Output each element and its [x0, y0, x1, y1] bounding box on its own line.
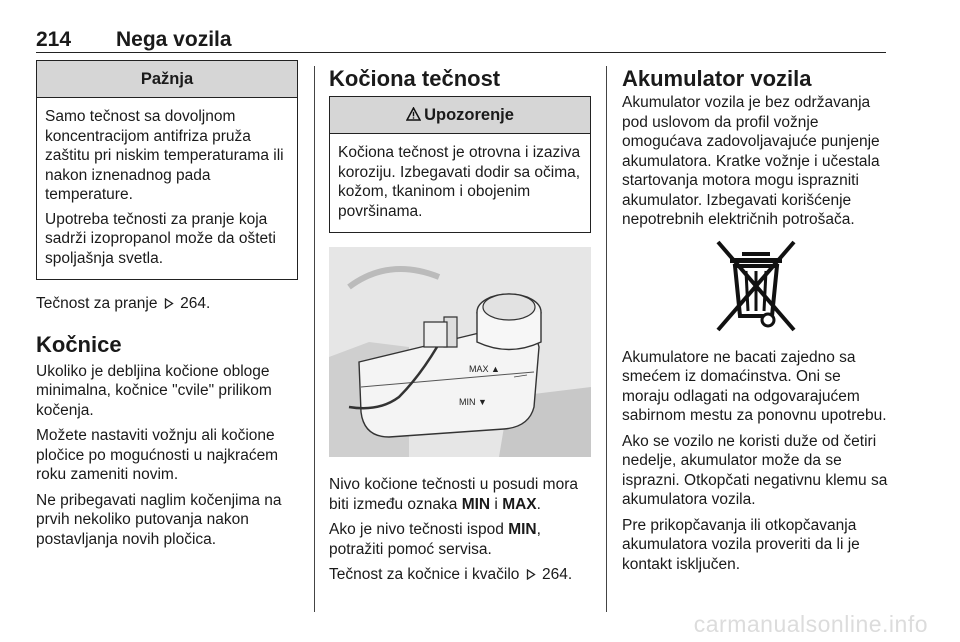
battery-paragraph: Pre prikopčavanja ili otkopčavanja akumulatora vozila proveriti da li je kontakt isključen.	[622, 516, 860, 573]
column-divider	[606, 66, 607, 612]
caution-paragraph: Upotreba tečnosti za pranje koja sadrži izopropanol može da ošteti spoljašnja svetla.	[45, 210, 276, 267]
warning-title: Upozorenje	[330, 97, 590, 134]
chapter-title: Nega vozila	[116, 28, 232, 51]
page-ref-arrow-icon	[164, 298, 174, 309]
brakes-heading: Kočnice	[36, 331, 122, 357]
warning-text: Kočiona tečnost je otrovna i izaziva koroziju. Izbegavati dodir sa očima, kožom, tkaninom i obojenim površinama.	[338, 144, 581, 220]
battery-paragraph: Ako se vozilo ne koristi duže od četiri nedelje, akumulator može da se isprazni. Otkopčati negativnu klemu sa akumulatora vozila.	[622, 432, 888, 508]
column-left	[36, 60, 298, 555]
battery-heading: Akumulator vozila	[622, 66, 812, 91]
page-header	[36, 28, 886, 53]
fluid-level-paragraph: Nivo kočione tečnosti u posudi mora biti između oznaka MIN i MAX.	[329, 476, 578, 513]
battery-paragraph: Akumulator vozila je bez održavanja pod uslovom da profil vožnje omogućava zadovoljavajuće punjenje akumulatora. Kratke vožnje i učestala startovanja motora mogu isprazniti akumulator. Izbegavati korišćenje nepotrebnih električnih potrošača.	[622, 94, 880, 228]
brake-fluid-reservoir-image	[329, 247, 591, 457]
brake-fluid-heading: Kočiona tečnost	[329, 66, 501, 91]
column-right	[622, 60, 890, 580]
caution-paragraph: Samo tečnost sa dovoljnom koncentracijom antifriza pruža zaštitu pri niskim temperaturama ili nakon iznenadnog pada temperature.	[45, 108, 284, 203]
battery-paragraph: Akumulatore ne bacati zajedno sa smećem iz domaćinstva. Oni se moraju odlagati na odgovarajućem sabirnom mestu za ponovnu upotrebu.	[622, 348, 887, 424]
page-ref-link[interactable]: 264.	[542, 566, 573, 583]
crossed-out-bin-icon	[622, 236, 890, 336]
caution-box	[36, 60, 298, 280]
warning-box	[329, 96, 591, 233]
washer-fluid-ref: Tečnost za pranje 264.	[36, 295, 211, 312]
max-label: MAX ▲	[469, 364, 500, 374]
page-ref-link[interactable]: 264.	[180, 295, 211, 312]
low-fluid-paragraph: Ako je nivo tečnosti ispod MIN, potražiti pomoć servisa.	[329, 521, 541, 558]
column-divider	[314, 66, 315, 612]
page-number: 214	[36, 28, 72, 51]
page-ref-arrow-icon	[526, 569, 536, 580]
column-middle	[329, 60, 591, 591]
brakes-paragraph: Možete nastaviti vožnju ali kočione pločice po mogućnosti u najkraćem roku zameniti novim.	[36, 427, 279, 483]
caution-title: Pažnja	[37, 61, 297, 98]
min-label: MIN ▼	[459, 397, 487, 407]
brakes-paragraph: Ne pribegavati naglim kočenjima na prvih nekoliko putovanja nakon postavljanja novih pločica.	[36, 491, 282, 548]
brakes-paragraph: Ukoliko je debljina kočione obloge minimalna, kočnice "cvile" prilikom kočenja.	[36, 362, 272, 419]
brake-fluid-ref: Tečnost za kočnice i kvačilo 264.	[329, 566, 573, 583]
warning-triangle-icon	[406, 107, 421, 121]
watermark: carmanualsonline.info	[693, 611, 928, 637]
